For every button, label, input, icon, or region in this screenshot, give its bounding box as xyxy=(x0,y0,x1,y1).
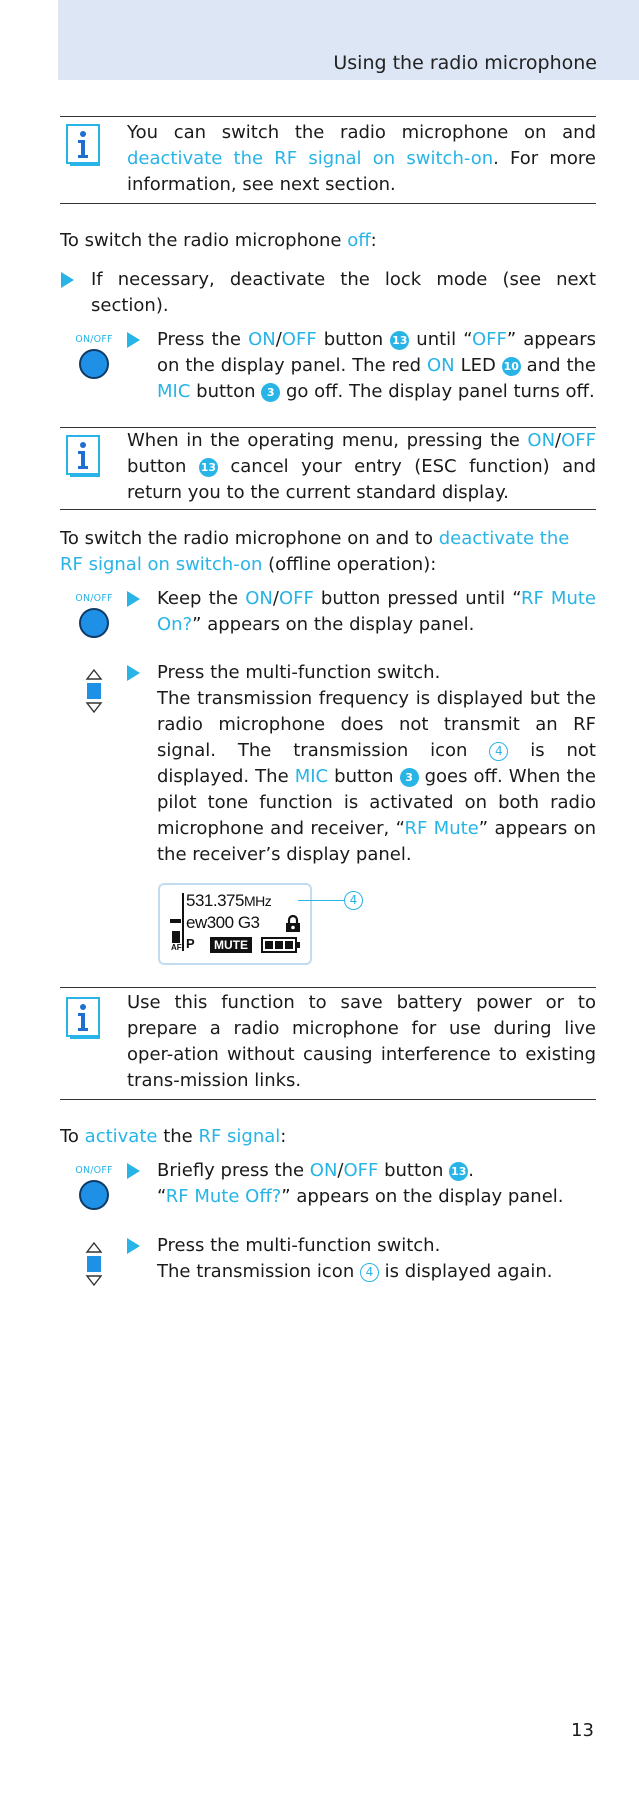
lock-icon xyxy=(284,915,302,933)
text-run: Briefly press the xyxy=(157,1160,310,1181)
callout-number: 13 xyxy=(449,1162,468,1181)
display-panel-illustration xyxy=(158,883,312,965)
bullet-arrow-icon xyxy=(127,591,140,607)
highlight-text: RF Mute xyxy=(404,818,479,839)
text-run: button xyxy=(328,766,400,787)
multi-function-switch-icon xyxy=(84,1241,104,1287)
text-run: To switch the radio microphone on and to xyxy=(60,528,439,549)
text-run: and the xyxy=(520,355,596,376)
step-title xyxy=(157,1233,596,1259)
on-off-button-icon: ON/OFF xyxy=(72,334,116,379)
text-run: is not displayed. The xyxy=(157,740,596,787)
text-run: Press the xyxy=(157,329,249,350)
callout-number: 13 xyxy=(390,331,409,350)
step-title xyxy=(157,660,596,686)
bullet-arrow-icon xyxy=(127,1238,140,1254)
text-run: goes off. When the pilot tone function is activated on both radio microphone and receiver, “ xyxy=(157,766,596,839)
highlight-text: OFF xyxy=(561,430,596,451)
text-run: : xyxy=(280,1126,287,1147)
divider xyxy=(60,203,596,204)
instruction-heading xyxy=(60,526,596,578)
info-icon xyxy=(66,997,100,1039)
bullet-arrow-icon xyxy=(127,1163,140,1179)
text-run: LED xyxy=(454,355,502,376)
text-run: is displayed again. xyxy=(378,1261,553,1282)
text-run: / xyxy=(275,329,282,350)
display-frequency: 531.375MHz xyxy=(186,891,272,910)
text-run: ” appears on the display panel. xyxy=(192,614,475,635)
text-run: button xyxy=(190,381,262,402)
callout-number: 3 xyxy=(400,768,419,787)
text-run: ” appears on the receiver’s display panel. xyxy=(157,818,597,865)
battery-icon xyxy=(261,937,301,953)
step-text xyxy=(157,1184,596,1210)
section-title: Using the radio microphone xyxy=(333,52,597,74)
text-run: ” appears on the display panel. xyxy=(281,1186,564,1207)
highlight-text: RF Mute Off? xyxy=(165,1186,282,1207)
highlight-text: OFF xyxy=(281,329,317,350)
bullet-arrow-icon xyxy=(127,332,140,348)
display-level-mark xyxy=(170,919,181,923)
text-run: : xyxy=(370,230,377,251)
text-run: / xyxy=(337,1160,344,1181)
text-run: “ xyxy=(157,1186,166,1207)
text-run: button xyxy=(378,1160,450,1181)
divider xyxy=(60,116,596,117)
highlight-text: OFF xyxy=(278,588,314,609)
text-run: go off. The display panel turns off. xyxy=(280,381,595,402)
highlight-text: ON xyxy=(427,355,455,376)
highlight-text: RF signal xyxy=(198,1126,281,1147)
text-run: Press the multi-function switch. xyxy=(157,662,441,683)
display-mute-label: MUTE xyxy=(210,937,252,953)
text-run: Use this function to save battery power or to prepare a radio microphone for use during live oper-ation without causing interference to existing trans-mission links. xyxy=(127,992,596,1091)
step-text xyxy=(157,327,596,405)
highlight-text: off xyxy=(347,230,371,251)
callout-number: 4 xyxy=(360,1263,379,1282)
bullet-arrow-icon xyxy=(127,665,140,681)
text-run: When in the operating menu, pressing the xyxy=(127,430,528,451)
info-note xyxy=(127,120,596,198)
callout-number-4: 4 xyxy=(344,891,363,910)
step-text xyxy=(157,1259,596,1285)
callout-line xyxy=(298,900,344,901)
highlight-text: OFF xyxy=(343,1160,379,1181)
highlight-text: ON xyxy=(527,430,556,451)
step-title xyxy=(157,1158,596,1184)
text-run: button xyxy=(316,329,391,350)
highlight-text: deactivate the RF signal on switch-on xyxy=(127,148,494,169)
text-run: The transmission icon xyxy=(157,1261,360,1282)
divider xyxy=(60,509,596,510)
info-note xyxy=(127,990,596,1094)
multi-function-switch-icon xyxy=(84,668,104,714)
highlight-text: deactivate the RF signal on switch-on xyxy=(60,528,570,575)
page-number: 13 xyxy=(571,1720,594,1741)
af-level-bar xyxy=(172,931,180,943)
on-off-button-icon: ON/OFF xyxy=(72,593,116,638)
step-text xyxy=(157,686,596,868)
info-icon xyxy=(66,124,100,166)
display-left-bar xyxy=(182,893,184,951)
highlight-text: activate xyxy=(84,1126,158,1147)
highlight-text: OFF xyxy=(471,329,507,350)
text-run: If necessary, deactivate the lock mode (see next section). xyxy=(91,269,596,316)
page-header xyxy=(58,0,639,80)
text-run: cancel your entry (ESC function) and return you to the current standard display. xyxy=(127,456,597,503)
callout-number: 4 xyxy=(489,742,508,761)
instruction-heading xyxy=(60,228,596,254)
highlight-text: ON xyxy=(245,588,273,609)
text-run: You can switch the radio microphone on and xyxy=(127,122,596,143)
callout-number: 3 xyxy=(261,383,280,402)
text-run: button xyxy=(127,456,199,477)
text-run: (offline operation): xyxy=(262,554,437,575)
bullet-arrow-icon xyxy=(61,272,74,288)
text-run: To xyxy=(60,1126,85,1147)
text-run: . For more information, see next section. xyxy=(127,148,596,195)
highlight-text: ON xyxy=(309,1160,338,1181)
highlight-text: RF Mute On? xyxy=(157,588,596,635)
info-icon xyxy=(66,435,100,477)
display-af-label: AF xyxy=(171,943,182,952)
step-text xyxy=(91,267,596,319)
text-run: To switch the radio microphone xyxy=(60,230,348,251)
instruction-heading xyxy=(60,1124,596,1150)
highlight-text: MIC xyxy=(157,381,191,402)
text-run: . xyxy=(468,1160,474,1181)
display-p-label: P xyxy=(186,936,195,951)
highlight-text: MIC xyxy=(294,766,329,787)
callout-number: 10 xyxy=(502,357,521,376)
text-run: The transmission frequency is displayed but the radio microphone does not transmit an RF signal. The transmission icon xyxy=(157,688,596,761)
text-run: Press the multi-function switch. xyxy=(157,1235,441,1256)
divider xyxy=(60,1099,596,1100)
text-run: the xyxy=(157,1126,199,1147)
divider xyxy=(60,987,596,988)
text-run: until “ xyxy=(409,329,472,350)
on-off-button-icon: ON/OFF xyxy=(72,1165,116,1210)
text-run: button pressed until “ xyxy=(313,588,521,609)
text-run: Keep the xyxy=(157,588,246,609)
display-device-name: ew300 G3 xyxy=(186,913,260,932)
text-run: / xyxy=(555,430,562,451)
callout-number: 13 xyxy=(199,458,218,477)
text-run: / xyxy=(272,588,279,609)
text-run: ” appears on the display panel. The red xyxy=(157,329,596,376)
highlight-text: ON xyxy=(248,329,276,350)
step-text xyxy=(157,586,596,638)
info-note xyxy=(127,428,596,506)
